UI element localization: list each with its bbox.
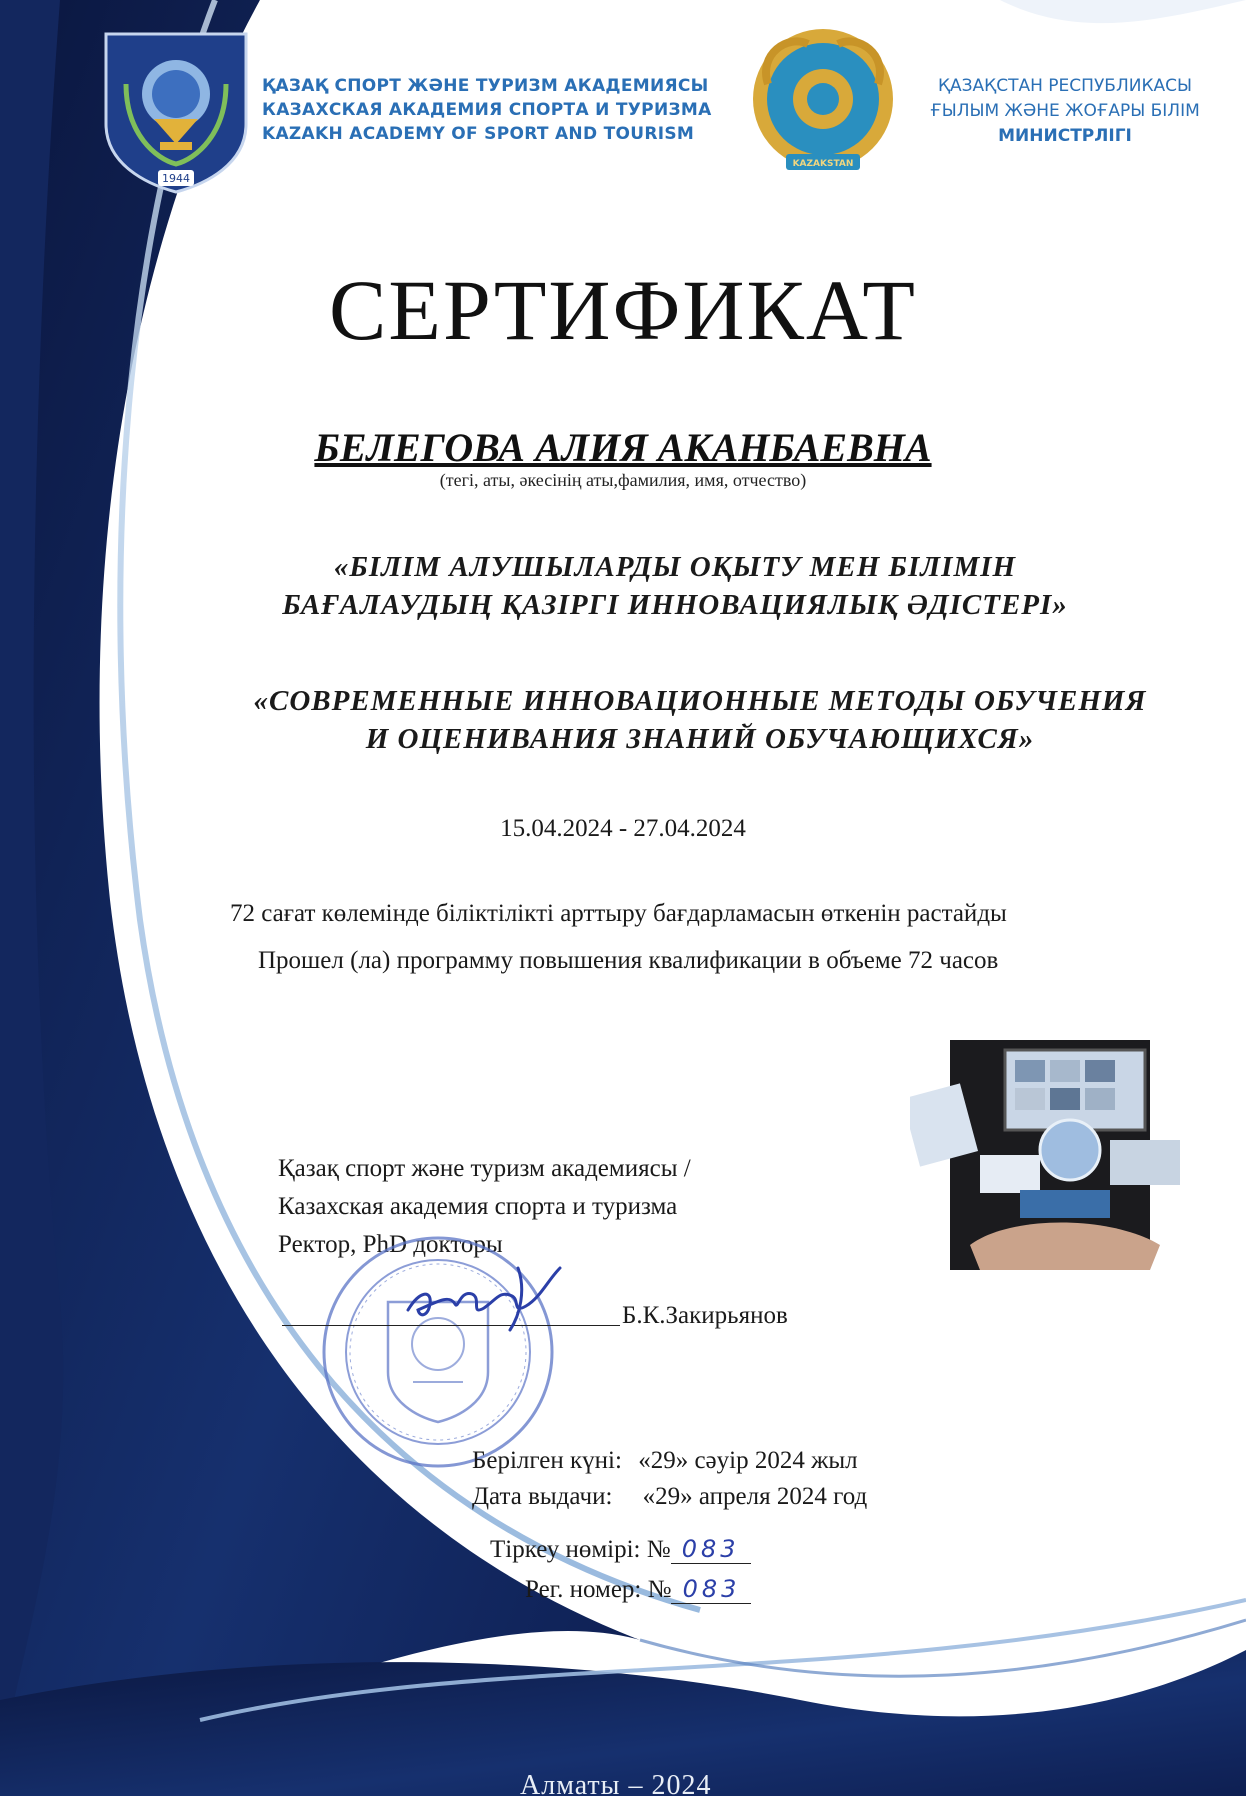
svg-text:KAZAKSTAN: KAZAKSTAN (792, 159, 854, 169)
registration-number-kz-row (490, 1535, 751, 1564)
issue-date-kz-value: «29» сәуір 2024 жыл (638, 1447, 858, 1474)
course-title-ru-line: «СОВРЕМЕННЫЕ ИННОВАЦИОННЫЕ МЕТОДЫ ОБУЧЕНИЯ (253, 685, 1147, 717)
footer-city-year: Алматы – 2024 (520, 1770, 712, 1796)
registration-number-ru-label: Рег. номер: № (525, 1576, 672, 1603)
signature-line-2: Казахская академия спорта и туризма (278, 1193, 678, 1220)
state-emblem (748, 24, 898, 180)
registration-number-ru-value: 083 (671, 1575, 751, 1604)
technology-hands-illustration (910, 1040, 1210, 1270)
academy-name-en: KAZAKH ACADEMY OF SPORT AND TOURISM (262, 124, 695, 144)
academy-name-kz: ҚАЗАҚ СПОРТ ЖӘНЕ ТУРИЗМ АКАДЕМИЯСЫ (262, 76, 709, 96)
confirmation-text-kz: 72 сағат көлемінде біліктілікті арттыру бағдарламасын өткенін растайды (230, 900, 1007, 927)
issue-date-kz-label: Берілген күні: (472, 1447, 622, 1474)
recipient-name-caption: (тегі, аты, әкесінің аты,фамилия, имя, отчество) (439, 470, 807, 490)
recipient-name: БЕЛЕГОВА АЛИЯ АКАНБАЕВНА (314, 425, 932, 470)
course-title-kz-line: БАҒАЛАУДЫҢ ҚАЗІРГІ ИННОВАЦИЯЛЫҚ ӘДІСТЕРІ» (282, 589, 1068, 621)
confirmation-text-ru: Прошел (ла) программу повышения квалификации в объеме 72 часов (258, 947, 999, 974)
course-title-ru (200, 682, 1200, 758)
course-dates: 15.04.2024 - 27.04.2024 (500, 815, 746, 842)
ministry-line-3: МИНИСТРЛІГІ (998, 126, 1132, 146)
ministry-line-2: ҒЫЛЫМ ЖӘНЕ ЖОҒАРЫ БІЛІМ (930, 101, 1200, 121)
course-title-kz (200, 548, 1150, 624)
certificate-title: СЕРТИФИКАТ (329, 262, 917, 358)
issue-date-ru-row (472, 1483, 867, 1511)
rector-name: Б.К.Закирьянов (622, 1302, 788, 1329)
registration-number-kz-label: Тіркеу нөмірі: № (490, 1536, 671, 1563)
ministry-line-1: ҚАЗАҚСТАН РЕСПУБЛИКАСЫ (937, 76, 1193, 96)
recipient-name-row (0, 424, 1246, 471)
academy-shield-logo (96, 24, 256, 194)
issue-date-ru-value: «29» апреля 2024 год (642, 1483, 868, 1510)
issue-date-ru-label: Дата выдачи: (472, 1483, 613, 1510)
rector-handwritten-signature (400, 1260, 570, 1340)
issue-date-kz-row (472, 1447, 858, 1475)
academy-name-block (262, 74, 722, 146)
ministry-name-block (905, 74, 1225, 149)
svg-text:1944: 1944 (162, 172, 190, 185)
registration-number-kz-value: 083 (671, 1535, 751, 1564)
course-title-ru-line: И ОЦЕНИВАНИЯ ЗНАНИЙ ОБУЧАЮЩИХСЯ» (365, 723, 1035, 755)
academy-name-ru: КАЗАХСКАЯ АКАДЕМИЯ СПОРТА И ТУРИЗМА (262, 100, 712, 120)
registration-number-ru-row (525, 1575, 751, 1604)
signature-line-1: Қазақ спорт және туризм академиясы / (278, 1155, 691, 1182)
signature-line-3: Ректор, PhD докторы (278, 1231, 503, 1258)
course-title-kz-line: «БІЛІМ АЛУШЫЛАРДЫ ОҚЫТУ МЕН БІЛІМІН (333, 551, 1017, 583)
